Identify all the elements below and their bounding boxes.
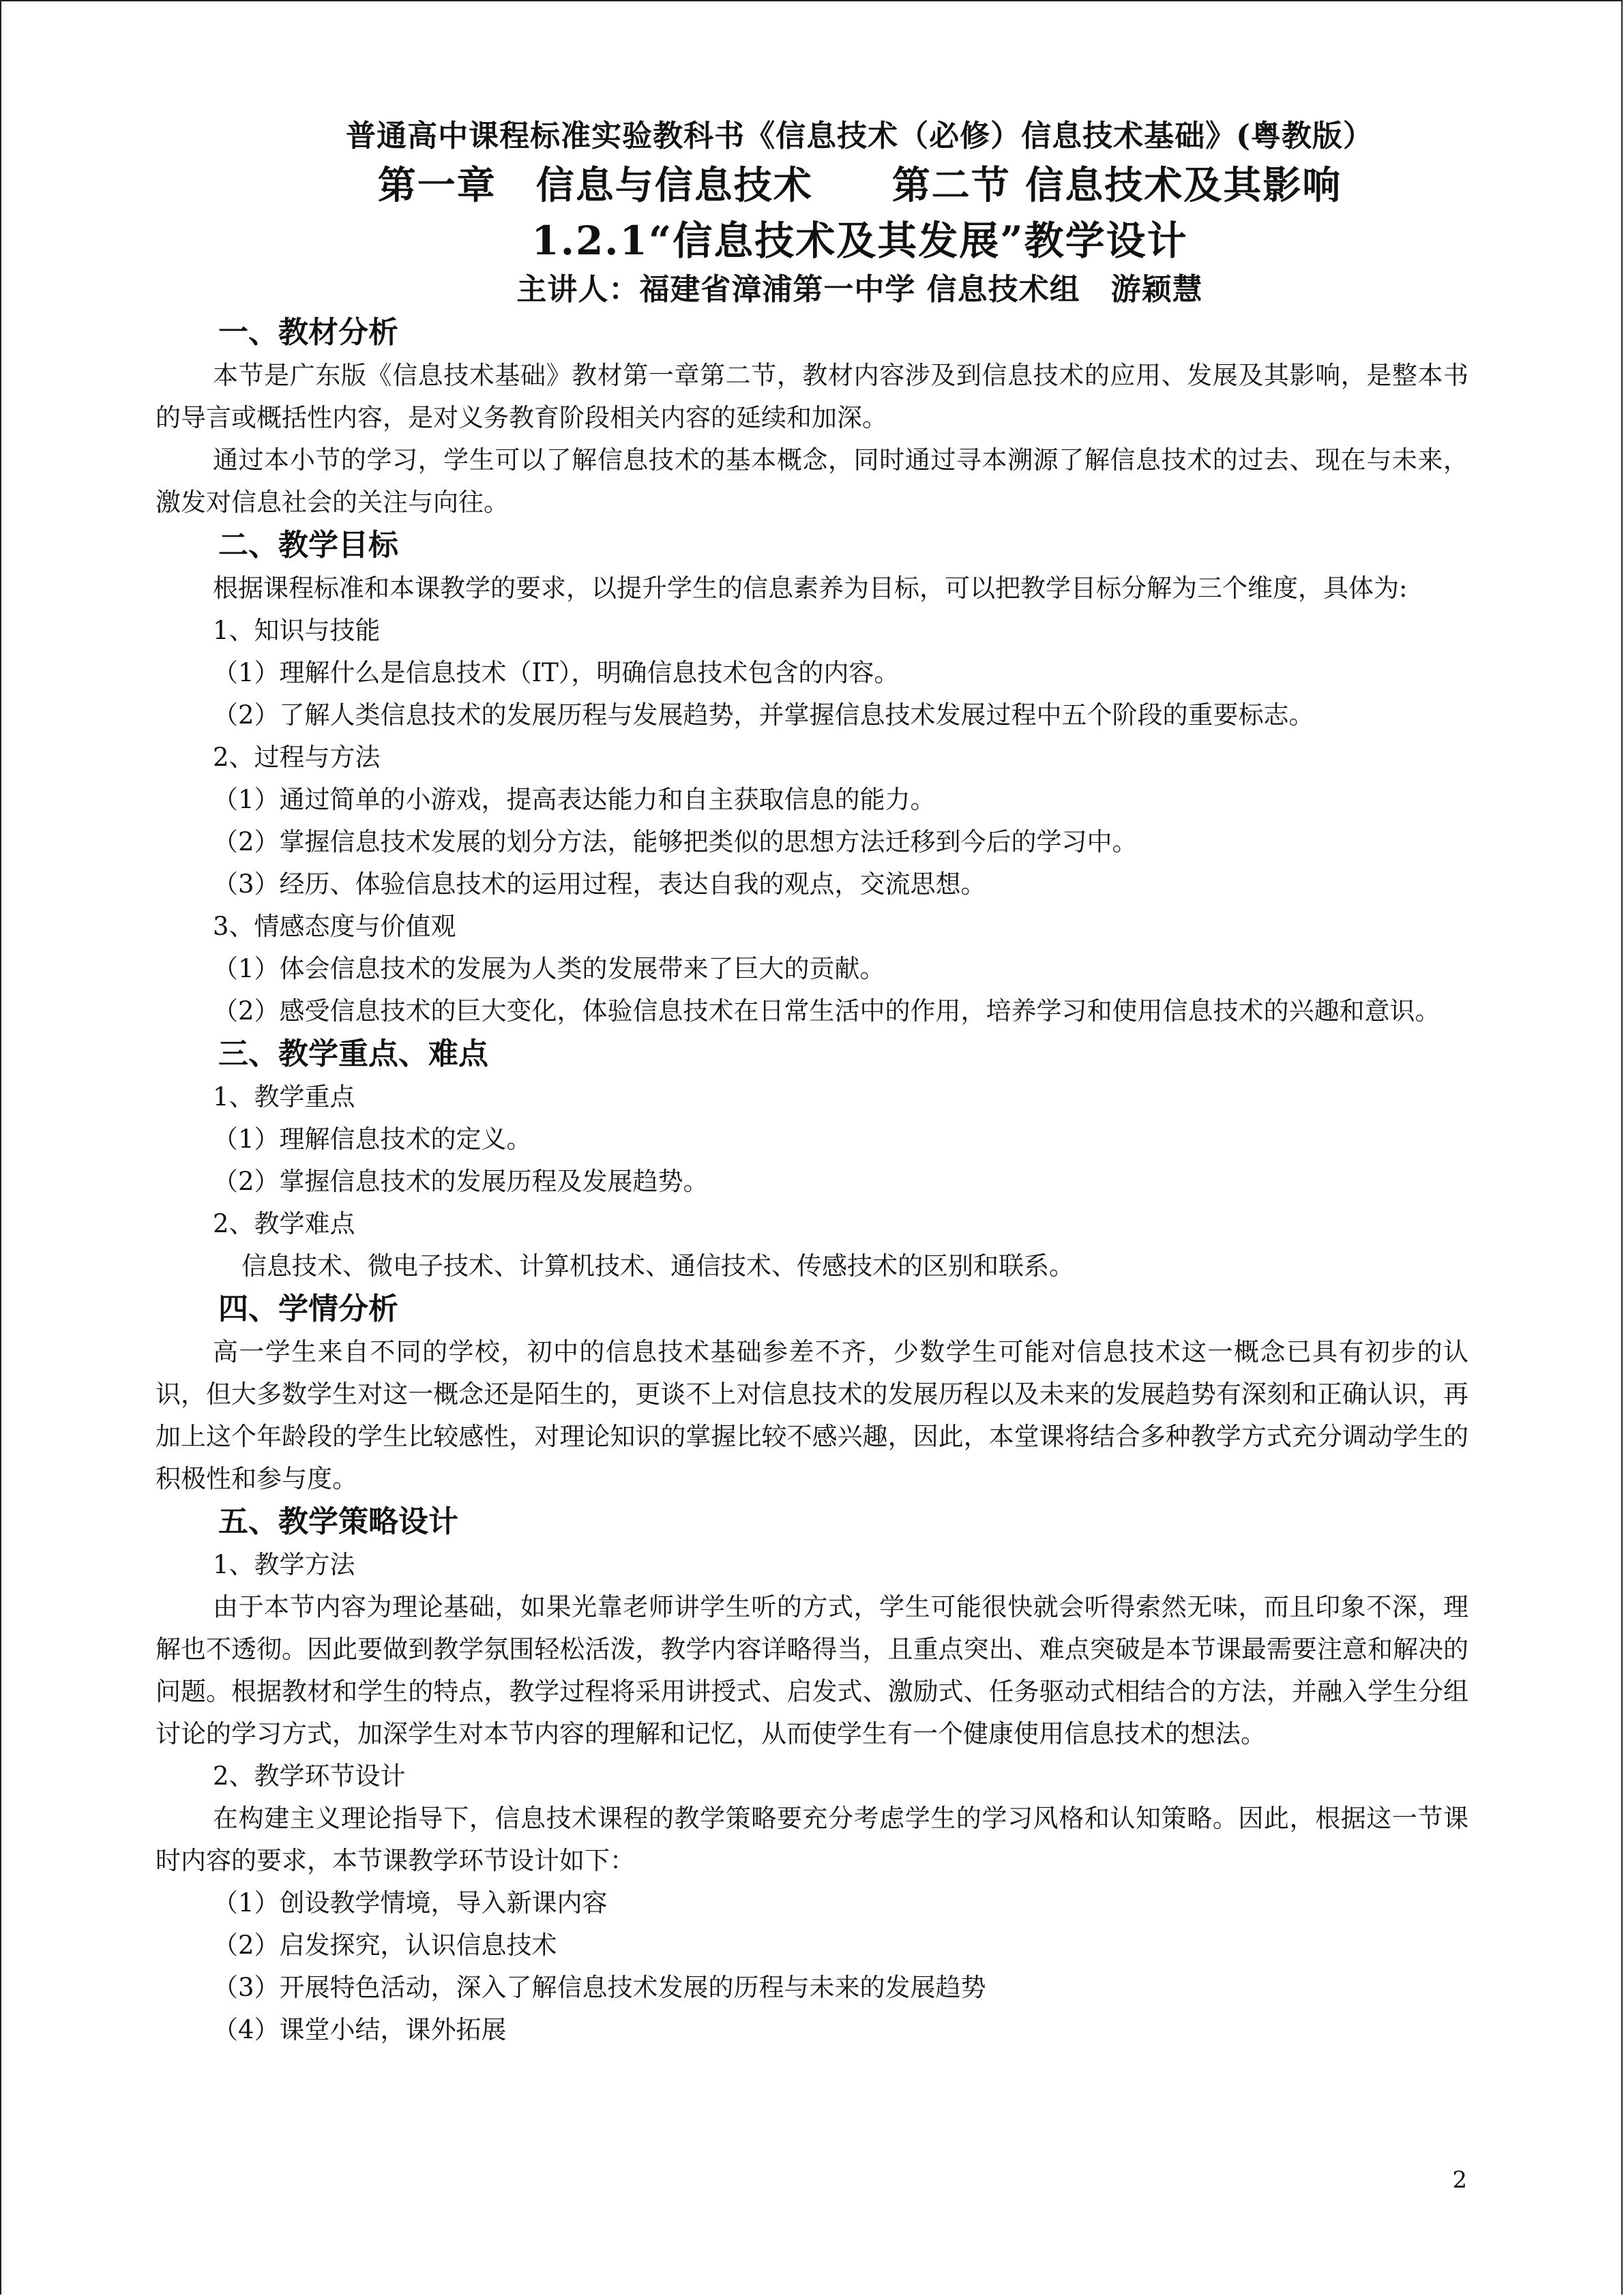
section-heading-key-points: 三、教学重点、难点 — [218, 1037, 488, 1071]
list-item: （2）掌握信息技术的发展历程及发展趋势。 — [213, 1167, 709, 1196]
list-item: （1）体会信息技术的发展为人类的发展带来了巨大的贡献。 — [213, 954, 885, 983]
list-item: （1）创设教学情境，导入新课内容 — [213, 1888, 608, 1918]
title-block — [156, 115, 1468, 311]
list-item: （2）感受信息技术的巨大变化，体验信息技术在日常生活中的作用，培养学习和使用信息技术的兴趣和意识。 — [213, 996, 1441, 1026]
paragraph: 在构建主义理论指导下，信息技术课程的教学策略要充分考虑学生的学习风格和认知策略。因此，根据这一节课时内容的要求，本节课教学环节设计如下： — [156, 1804, 1468, 1875]
subheading: 2、教学环节设计 — [213, 1761, 406, 1791]
subheading: 2、教学难点 — [213, 1209, 355, 1238]
difficulty-text: 信息技术、微电子技术、计算机技术、通信技术、传感技术的区别和联系。 — [241, 1251, 1074, 1281]
textbook-line: 普通高中课程标准实验教科书《信息技术（必修）信息技术基础》(粤教版） — [346, 119, 1374, 153]
section-heading-teaching-strategy: 五、教学策略设计 — [218, 1504, 458, 1539]
list-item: （2）启发探究，认识信息技术 — [213, 1930, 557, 1960]
list-item: （3）经历、体验信息技术的运用过程，表达自我的观点，交流思想。 — [213, 869, 986, 899]
paragraph: 本节是广东版《信息技术基础》教材第一章第二节，教材内容涉及到信息技术的应用、发展及其影响，是整本书的导言或概括性内容，是对义务教育阶段相关内容的延续和加深。 — [156, 361, 1468, 432]
section-heading-teaching-goals: 二、教学目标 — [218, 528, 398, 563]
paragraph: 由于本节内容为理论基础，如果光靠老师讲学生听的方式，学生可能很快就会听得索然无味，而且印象不深，理解也不透彻。因此要做到教学氛围轻松活泼，教学内容详略得当，且重点突出、难点突破是本节课最需要注意和解决的问题。根据教材和学生的特点，教学过程将采用讲授式、启发式、激励式、任务驱动式相结合的方法，并融入学生分组讨论的学习方式，加深学生对本节内容的理解和记忆，从而使学生有一个健康使用信息技术的想法。 — [156, 1592, 1468, 1748]
page-number: 2 — [1452, 2166, 1467, 2194]
section-heading-student-analysis: 四、学情分析 — [218, 1292, 398, 1326]
paragraph: 根据课程标准和本课教学的要求，以提升学生的信息素养为目标，可以把教学目标分解为三个维度，具体为: — [213, 573, 1408, 603]
list-item: （4）课堂小结，课外拓展 — [213, 2015, 507, 2044]
document-body — [156, 115, 1468, 2051]
list-item: （2）掌握信息技术发展的划分方法，能够把类似的思想方法迁移到今后的学习中。 — [213, 827, 1138, 856]
subheading: 1、知识与技能 — [213, 616, 381, 645]
subheading: 1、教学方法 — [213, 1550, 355, 1579]
list-item: （1）理解信息技术的定义。 — [213, 1124, 532, 1154]
paragraph: 高一学生来自不同的学校，初中的信息技术基础参差不齐，少数学生可能对信息技术这一概念已具有初步的认识，但大多数学生对这一概念还是陌生的，更谈不上对信息技术的发展历程以及未来的发展趋势有深刻和正确认识，再加上这个年龄段的学生比较感性，对理论知识的掌握比较不感兴趣，因此，本堂课将结合多种教学方式充分调动学生的积极性和参与度。 — [156, 1337, 1468, 1493]
list-item: （3）开展特色活动，深入了解信息技术发展的历程与未来的发展趋势 — [213, 1973, 986, 2002]
subheading: 3、情感态度与价值观 — [213, 912, 456, 941]
paragraph: 通过本小节的学习，学生可以了解信息技术的基本概念，同时通过寻本溯源了解信息技术的过去、现在与未来，激发对信息社会的关注与向往。 — [156, 445, 1468, 517]
subheading: 2、过程与方法 — [213, 743, 381, 772]
list-item: （2）了解人类信息技术的发展历程与发展趋势，并掌握信息技术发展过程中五个阶段的重要标志。 — [213, 700, 1314, 730]
lesson-title: 1.2.1“信息技术及其发展”教学设计 — [531, 218, 1188, 264]
chapter-line: 第一章 信息与信息技术 第二节 信息技术及其影响 — [377, 163, 1342, 208]
presenter-line: 主讲人：福建省漳浦第一中学 信息技术组 游颖慧 — [516, 272, 1203, 307]
list-item: （1）通过简单的小游戏，提高表达能力和自主获取信息的能力。 — [213, 785, 936, 814]
subheading: 1、教学重点 — [213, 1082, 355, 1112]
section-heading-textbook-analysis: 一、教材分析 — [218, 315, 398, 350]
list-item: （1）理解什么是信息技术（IT），明确信息技术包含的内容。 — [213, 658, 900, 687]
